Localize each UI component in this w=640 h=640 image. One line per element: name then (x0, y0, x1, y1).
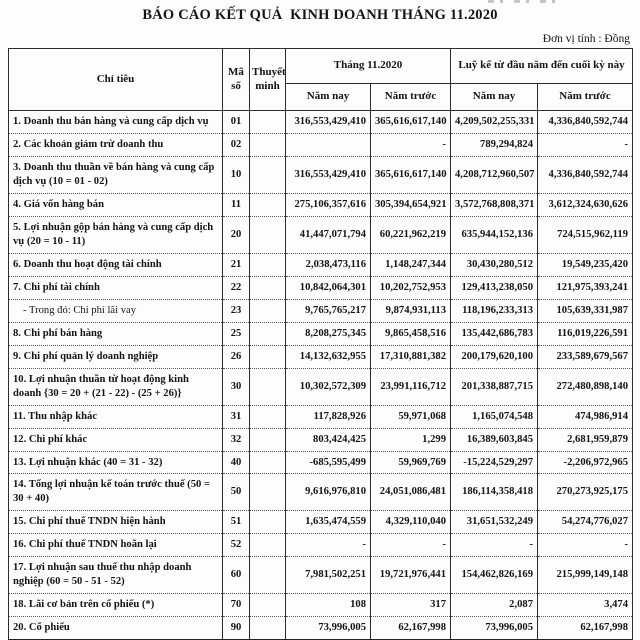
table-row (9, 322, 633, 345)
row-note-cell (250, 156, 286, 193)
row-note-cell (250, 511, 286, 534)
header-ytd-prior-year: Năm trước (538, 84, 633, 111)
row-note-cell (250, 276, 286, 299)
value-ytd-prior-year: 3,474 (538, 594, 633, 617)
value-ytd-prior-year: 19,549,235,420 (538, 253, 633, 276)
row-label-cell: 5. Lợi nhuận gộp bán hàng và cung cấp dịch vụ (20 = 10 - 11) (9, 216, 223, 253)
row-label-cell: 1. Doanh thu bán hàng và cung cấp dịch vụ (9, 111, 223, 134)
row-code-cell: 23 (223, 299, 250, 322)
row-code-cell: 32 (223, 428, 250, 451)
value-month-prior-year: 59,971,068 (371, 405, 451, 428)
value-month-current-year: - (286, 534, 371, 557)
row-note-cell (250, 428, 286, 451)
table-row (9, 534, 633, 557)
value-month-current-year (286, 133, 371, 156)
value-ytd-current-year: 135,442,686,783 (451, 322, 538, 345)
value-month-current-year: 117,828,926 (286, 405, 371, 428)
page-title: BÁO CÁO KẾT QUẢ KINH DOANH THÁNG 11.2020 (142, 7, 498, 23)
header-code: Mã số (223, 49, 250, 111)
value-ytd-current-year: 129,413,238,050 (451, 276, 538, 299)
value-month-prior-year: 4,329,110,040 (371, 511, 451, 534)
value-month-prior-year: 365,616,617,140 (371, 156, 451, 193)
row-code-cell: 10 (223, 156, 250, 193)
row-note-cell (250, 193, 286, 216)
row-label-cell: 20. Cổ phiếu (9, 617, 223, 640)
table-header (9, 49, 633, 111)
row-note-cell (250, 534, 286, 557)
value-ytd-current-year: 4,208,712,960,507 (451, 156, 538, 193)
row-label-cell: 10. Lợi nhuận thuần từ hoạt động kinh doanh {30 = 20 + (21 - 22) - (25 + 26)} (9, 368, 223, 405)
row-note-cell (250, 474, 286, 511)
row-code-cell: 30 (223, 368, 250, 405)
scan-crop-artifact (488, 0, 566, 3)
value-month-current-year: 9,765,765,217 (286, 299, 371, 322)
value-month-prior-year: 62,167,998 (371, 617, 451, 640)
row-code-cell: 11 (223, 193, 250, 216)
table-row (9, 617, 633, 640)
value-month-prior-year: 24,051,086,481 (371, 474, 451, 511)
value-month-current-year: 7,981,502,251 (286, 557, 371, 594)
value-month-prior-year: 17,310,881,382 (371, 345, 451, 368)
table-row (9, 594, 633, 617)
row-label-cell: - Trong đó: Chi phí lãi vay (9, 299, 223, 322)
value-ytd-current-year: 16,389,603,845 (451, 428, 538, 451)
value-ytd-prior-year: 724,515,962,119 (538, 216, 633, 253)
value-month-prior-year: 9,874,931,113 (371, 299, 451, 322)
value-ytd-prior-year: 4,336,840,592,744 (538, 111, 633, 134)
row-note-cell (250, 111, 286, 134)
value-ytd-prior-year: 233,589,679,567 (538, 345, 633, 368)
value-month-current-year: 8,208,275,345 (286, 322, 371, 345)
row-note-cell (250, 216, 286, 253)
value-month-current-year: 316,553,429,410 (286, 156, 371, 193)
value-month-prior-year: 60,221,962,219 (371, 216, 451, 253)
row-note-cell (250, 299, 286, 322)
value-month-current-year: 9,616,976,810 (286, 474, 371, 511)
value-ytd-current-year: 2,087 (451, 594, 538, 617)
row-label-cell: 13. Lợi nhuận khác (40 = 31 - 32) (9, 451, 223, 474)
value-ytd-current-year: 200,179,620,100 (451, 345, 538, 368)
value-ytd-current-year: 4,209,502,255,331 (451, 111, 538, 134)
value-ytd-prior-year: -2,206,972,965 (538, 451, 633, 474)
row-note-cell (250, 345, 286, 368)
row-code-cell: 25 (223, 322, 250, 345)
value-ytd-current-year: 31,651,532,249 (451, 511, 538, 534)
value-ytd-current-year: 154,462,826,169 (451, 557, 538, 594)
row-label-cell: 3. Doanh thu thuần về bán hàng và cung cấp dịch vụ (10 = 01 - 02) (9, 156, 223, 193)
value-month-current-year: 108 (286, 594, 371, 617)
header-month-current-year: Năm nay (286, 84, 371, 111)
value-month-current-year: 275,106,357,616 (286, 193, 371, 216)
value-ytd-prior-year: 116,019,226,591 (538, 322, 633, 345)
value-month-current-year: 803,424,425 (286, 428, 371, 451)
row-label-cell: 2. Các khoản giảm trừ doanh thu (9, 133, 223, 156)
row-code-cell: 40 (223, 451, 250, 474)
table-row (9, 111, 633, 134)
value-ytd-prior-year: 4,336,840,592,744 (538, 156, 633, 193)
header-ytd-group: Luỹ kế từ đầu năm đến cuối kỳ này (451, 49, 633, 84)
row-label-cell: 18. Lãi cơ bản trên cổ phiếu (*) (9, 594, 223, 617)
row-code-cell: 21 (223, 253, 250, 276)
value-ytd-current-year: -15,224,529,297 (451, 451, 538, 474)
table-row (9, 368, 633, 405)
value-month-current-year: 316,553,429,410 (286, 111, 371, 134)
value-month-prior-year: - (371, 534, 451, 557)
value-ytd-current-year: 118,196,233,313 (451, 299, 538, 322)
row-note-cell (250, 557, 286, 594)
table-row (9, 405, 633, 428)
value-month-prior-year: 365,616,617,140 (371, 111, 451, 134)
value-ytd-current-year: 789,294,824 (451, 133, 538, 156)
table-row (9, 299, 633, 322)
value-month-prior-year: 1,148,247,344 (371, 253, 451, 276)
row-label-cell: 14. Tổng lợi nhuận kế toán trước thuế (50 = 30 + 40) (9, 474, 223, 511)
row-code-cell: 70 (223, 594, 250, 617)
value-month-prior-year: 10,202,752,953 (371, 276, 451, 299)
table-row (9, 133, 633, 156)
table-row (9, 276, 633, 299)
value-ytd-prior-year: 2,681,959,879 (538, 428, 633, 451)
row-label-cell: 11. Thu nhập khác (9, 405, 223, 428)
value-month-prior-year: 1,299 (371, 428, 451, 451)
row-label-cell: 9. Chi phí quản lý doanh nghiệp (9, 345, 223, 368)
row-code-cell: 31 (223, 405, 250, 428)
value-month-prior-year: 9,865,458,516 (371, 322, 451, 345)
value-ytd-prior-year: 54,274,776,027 (538, 511, 633, 534)
value-ytd-current-year: 201,338,887,715 (451, 368, 538, 405)
value-ytd-prior-year: - (538, 133, 633, 156)
value-ytd-current-year: 73,996,005 (451, 617, 538, 640)
value-ytd-current-year: - (451, 534, 538, 557)
value-month-current-year: 10,302,572,309 (286, 368, 371, 405)
table-row (9, 451, 633, 474)
value-month-prior-year: 23,991,116,712 (371, 368, 451, 405)
row-code-cell: 51 (223, 511, 250, 534)
value-ytd-prior-year: 3,612,324,630,626 (538, 193, 633, 216)
row-note-cell (250, 368, 286, 405)
value-month-current-year: 1,635,474,559 (286, 511, 371, 534)
row-note-cell (250, 617, 286, 640)
table-row (9, 156, 633, 193)
value-ytd-prior-year: 474,986,914 (538, 405, 633, 428)
header-ytd-current-year: Năm nay (451, 84, 538, 111)
row-code-cell: 60 (223, 557, 250, 594)
header-note: Thuyết minh (250, 49, 286, 111)
row-code-cell: 20 (223, 216, 250, 253)
value-ytd-prior-year: - (538, 534, 633, 557)
value-ytd-prior-year: 270,273,925,175 (538, 474, 633, 511)
value-month-prior-year: - (371, 133, 451, 156)
header-month-group: Tháng 11.2020 (286, 49, 451, 84)
row-label-cell: 16. Chi phí thuế TNDN hoãn lại (9, 534, 223, 557)
row-code-cell: 02 (223, 133, 250, 156)
value-ytd-current-year: 1,165,074,548 (451, 405, 538, 428)
row-code-cell: 26 (223, 345, 250, 368)
value-ytd-prior-year: 62,167,998 (538, 617, 633, 640)
row-note-cell (250, 451, 286, 474)
row-note-cell (250, 594, 286, 617)
row-note-cell (250, 405, 286, 428)
value-ytd-current-year: 30,430,280,512 (451, 253, 538, 276)
row-code-cell: 22 (223, 276, 250, 299)
row-label-cell: 15. Chi phí thuế TNDN hiện hành (9, 511, 223, 534)
table-row (9, 193, 633, 216)
value-ytd-current-year: 635,944,152,136 (451, 216, 538, 253)
row-label-cell: 12. Chi phí khác (9, 428, 223, 451)
value-ytd-current-year: 3,572,768,808,371 (451, 193, 538, 216)
report-table-body (9, 111, 633, 640)
row-code-cell: 01 (223, 111, 250, 134)
header-month-prior-year: Năm trước (371, 84, 451, 111)
value-ytd-prior-year: 215,999,149,148 (538, 557, 633, 594)
unit-note: Đơn vị tính : Đồng (542, 33, 630, 45)
row-code-cell: 90 (223, 617, 250, 640)
value-month-current-year: 14,132,632,955 (286, 345, 371, 368)
header-criteria: Chỉ tiêu (9, 49, 223, 111)
value-month-current-year: 2,038,473,116 (286, 253, 371, 276)
value-month-current-year: -685,595,499 (286, 451, 371, 474)
value-month-prior-year: 59,969,769 (371, 451, 451, 474)
value-month-prior-year: 317 (371, 594, 451, 617)
table-row (9, 511, 633, 534)
table-row (9, 345, 633, 368)
row-note-cell (250, 322, 286, 345)
row-label-cell: 8. Chi phí bán hàng (9, 322, 223, 345)
table-row (9, 216, 633, 253)
income-statement-table (8, 48, 633, 640)
row-label-cell: 17. Lợi nhuận sau thuế thu nhập doanh nghiệp (60 = 50 - 51 - 52) (9, 557, 223, 594)
value-month-prior-year: 305,394,654,921 (371, 193, 451, 216)
table-row (9, 557, 633, 594)
value-ytd-prior-year: 121,975,393,241 (538, 276, 633, 299)
value-month-current-year: 73,996,005 (286, 617, 371, 640)
value-month-current-year: 10,842,064,301 (286, 276, 371, 299)
row-label-cell: 4. Giá vốn hàng bán (9, 193, 223, 216)
value-month-prior-year: 19,721,976,441 (371, 557, 451, 594)
row-label-cell: 7. Chi phí tài chính (9, 276, 223, 299)
row-note-cell (250, 253, 286, 276)
row-note-cell (250, 133, 286, 156)
value-ytd-current-year: 186,114,358,418 (451, 474, 538, 511)
value-month-current-year: 41,447,071,794 (286, 216, 371, 253)
table-row (9, 474, 633, 511)
table-row (9, 253, 633, 276)
value-ytd-prior-year: 105,639,331,987 (538, 299, 633, 322)
table-row (9, 428, 633, 451)
row-code-cell: 52 (223, 534, 250, 557)
row-code-cell: 50 (223, 474, 250, 511)
value-ytd-prior-year: 272,480,898,140 (538, 368, 633, 405)
row-label-cell: 6. Doanh thu hoạt động tài chính (9, 253, 223, 276)
